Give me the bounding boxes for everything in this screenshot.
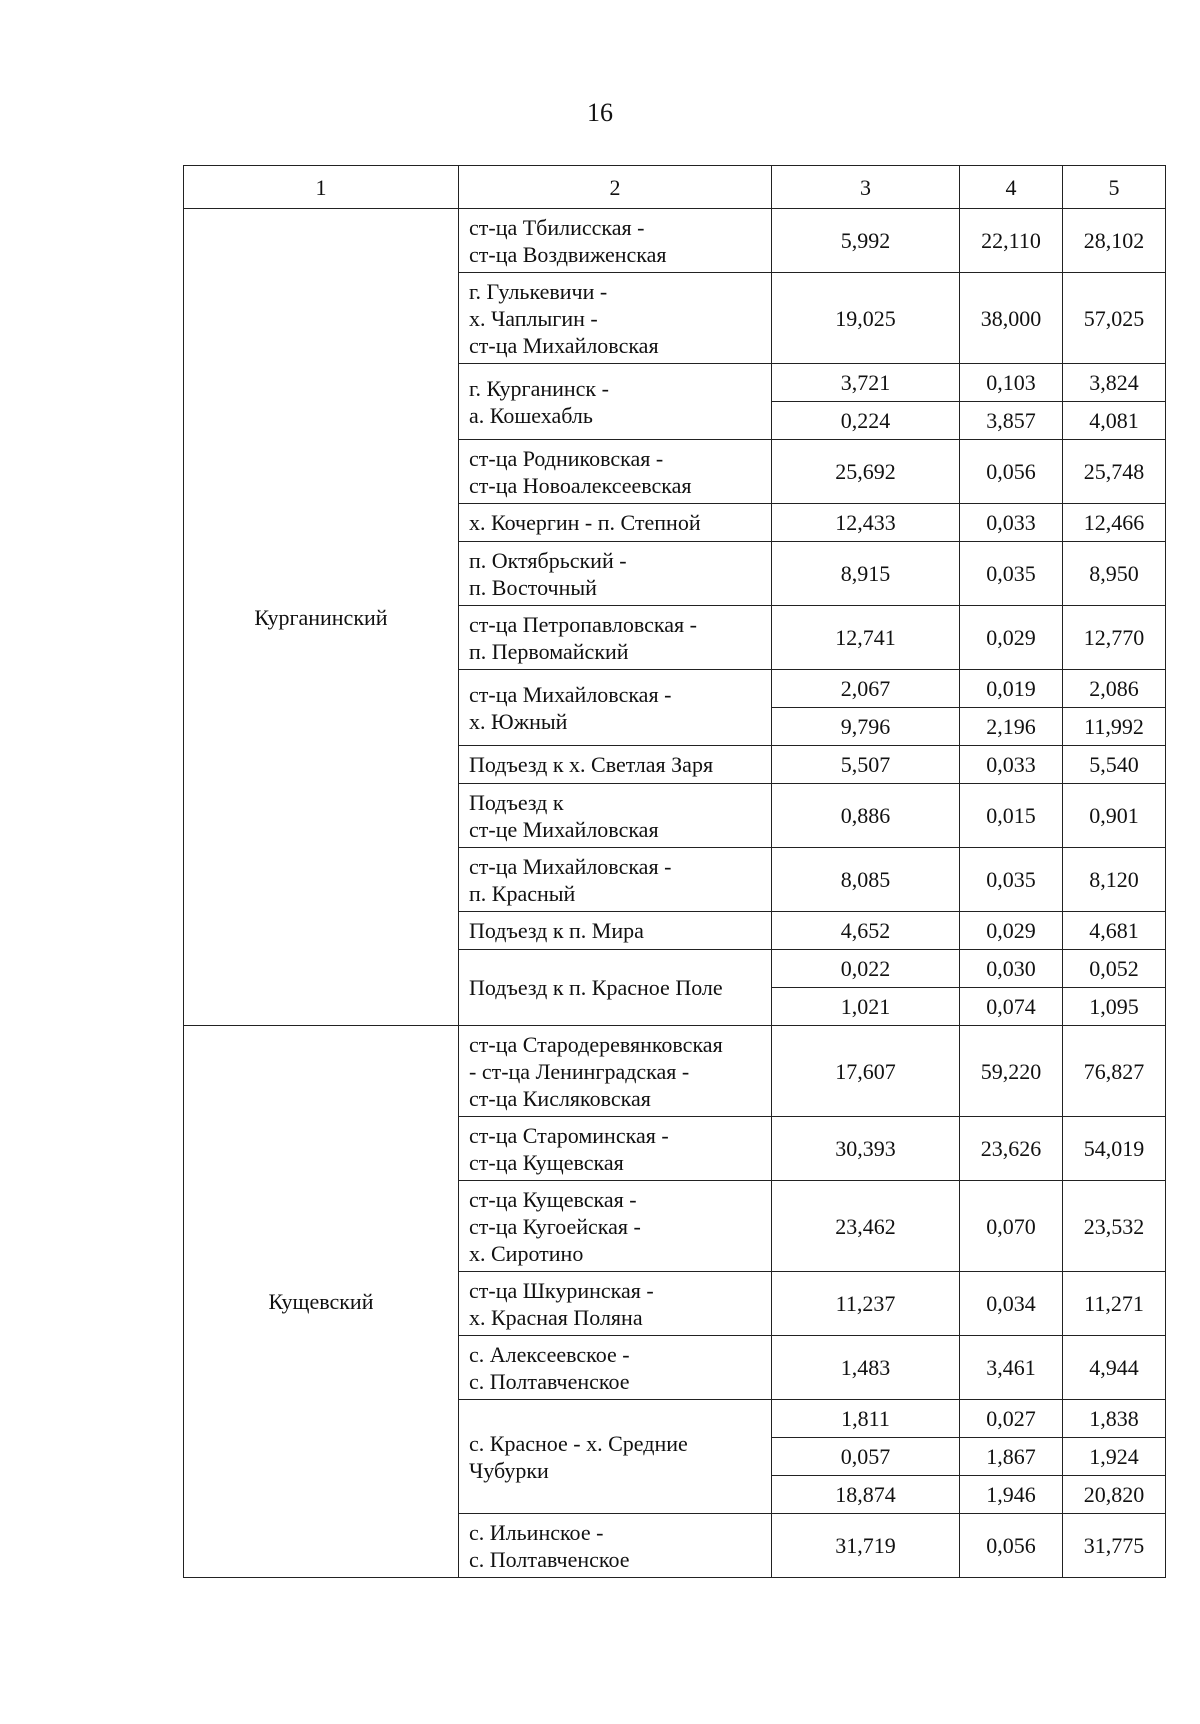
road-name-line: ст-ца Староминская - xyxy=(469,1122,669,1148)
value-cell: 54,019 xyxy=(1063,1117,1166,1181)
value-cell: 23,462 xyxy=(772,1181,960,1272)
value-cell: 2,196 xyxy=(960,708,1063,746)
value-cell: 1,867 xyxy=(960,1438,1063,1476)
value-cell: 0,056 xyxy=(960,440,1063,504)
value-cell: 22,110 xyxy=(960,209,1063,273)
value-cell: 4,681 xyxy=(1063,912,1166,950)
value-cell: 8,085 xyxy=(772,848,960,912)
road-name-line: Подъезд к х. Светлая Заря xyxy=(469,752,714,777)
value-cell: 0,035 xyxy=(960,848,1063,912)
road-name-line: Чубурки xyxy=(469,1457,549,1483)
value-cell: 0,029 xyxy=(960,606,1063,670)
road-name-line: ст-ца Михайловская xyxy=(469,332,659,358)
value-cell: 0,034 xyxy=(960,1272,1063,1336)
road-name-line: ст-ца Родниковская - xyxy=(469,445,664,471)
value-cell: 1,811 xyxy=(772,1400,960,1438)
value-cell: 1,021 xyxy=(772,988,960,1026)
value-cell: 0,033 xyxy=(960,504,1063,542)
value-cell: 12,433 xyxy=(772,504,960,542)
road-name-line: х. Кочергин - п. Степной xyxy=(469,510,701,535)
value-cell: 0,057 xyxy=(772,1438,960,1476)
value-cell: 3,824 xyxy=(1063,364,1166,402)
value-cell: 5,540 xyxy=(1063,746,1166,784)
value-cell: 31,719 xyxy=(772,1514,960,1578)
road-name-line: ст-ца Кущевская - xyxy=(469,1186,637,1212)
value-cell: 5,992 xyxy=(772,209,960,273)
road-name-cell xyxy=(459,1514,772,1578)
value-cell: 0,035 xyxy=(960,542,1063,606)
page-number: 16 xyxy=(587,98,613,127)
value-cell: 0,886 xyxy=(772,784,960,848)
road-name-cell xyxy=(459,364,772,440)
road-name-cell xyxy=(459,670,772,746)
value-cell: 31,775 xyxy=(1063,1514,1166,1578)
value-cell: 11,271 xyxy=(1063,1272,1166,1336)
value-cell: 38,000 xyxy=(960,273,1063,364)
road-name-line: ст-ца Петропавловская - xyxy=(469,611,697,637)
value-cell: 0,019 xyxy=(960,670,1063,708)
road-name-line: ст-ца Шкуринская - xyxy=(469,1277,654,1303)
value-cell: 0,030 xyxy=(960,950,1063,988)
road-name-cell xyxy=(459,950,772,1026)
road-name-cell xyxy=(459,440,772,504)
road-name-cell xyxy=(459,1272,772,1336)
road-name-line: ст-ца Кущевская xyxy=(469,1149,624,1175)
road-name-line: Подъезд к п. Мира xyxy=(469,918,644,943)
value-cell: 25,692 xyxy=(772,440,960,504)
roads-table xyxy=(183,165,1166,1578)
district-cell: Курганинский xyxy=(184,209,459,1026)
value-cell: 4,081 xyxy=(1063,402,1166,440)
road-name-line: г. Курганинск - xyxy=(469,375,609,401)
district-cell: Кущевский xyxy=(184,1026,459,1578)
value-cell: 20,820 xyxy=(1063,1476,1166,1514)
road-name-cell xyxy=(459,209,772,273)
table-row xyxy=(184,209,1166,273)
value-cell: 0,022 xyxy=(772,950,960,988)
road-name-line: ст-ца Стародеревянковская xyxy=(469,1031,723,1057)
value-cell: 9,796 xyxy=(772,708,960,746)
value-cell: 1,946 xyxy=(960,1476,1063,1514)
value-cell: 28,102 xyxy=(1063,209,1166,273)
road-name-line: ст-це Михайловская xyxy=(469,816,659,842)
road-name-line: х. Сиротино xyxy=(469,1240,584,1266)
table-row xyxy=(184,1026,1166,1117)
road-name-line: а. Кошехабль xyxy=(469,402,593,428)
value-cell: 1,483 xyxy=(772,1336,960,1400)
road-name-line: ст-ца Кисляковская xyxy=(469,1085,651,1111)
value-cell: 2,086 xyxy=(1063,670,1166,708)
value-cell: 11,237 xyxy=(772,1272,960,1336)
road-name-line: х. Южный xyxy=(469,708,568,734)
road-name-cell xyxy=(459,1400,772,1514)
value-cell: 0,224 xyxy=(772,402,960,440)
value-cell: 23,532 xyxy=(1063,1181,1166,1272)
value-cell: 8,950 xyxy=(1063,542,1166,606)
value-cell: 0,103 xyxy=(960,364,1063,402)
roads-table-body xyxy=(184,166,1166,1578)
value-cell: 30,393 xyxy=(772,1117,960,1181)
value-cell: 3,721 xyxy=(772,364,960,402)
road-name-cell xyxy=(459,1026,772,1117)
value-cell: 5,507 xyxy=(772,746,960,784)
road-name-cell xyxy=(459,504,772,542)
road-name-line: ст-ца Воздвиженская xyxy=(469,241,667,267)
value-cell: 11,992 xyxy=(1063,708,1166,746)
value-cell: 19,025 xyxy=(772,273,960,364)
value-cell: 3,461 xyxy=(960,1336,1063,1400)
road-name-line: с. Ильинское - xyxy=(469,1519,604,1545)
road-name-cell xyxy=(459,606,772,670)
value-cell: 4,944 xyxy=(1063,1336,1166,1400)
value-cell: 8,120 xyxy=(1063,848,1166,912)
road-name-line: - ст-ца Ленинградская - xyxy=(469,1058,690,1084)
road-name-line: п. Октябрьский - xyxy=(469,547,627,573)
road-name-cell xyxy=(459,912,772,950)
value-cell: 57,025 xyxy=(1063,273,1166,364)
value-cell: 3,857 xyxy=(960,402,1063,440)
road-name-line: ст-ца Новоалексеевская xyxy=(469,472,692,498)
value-cell: 0,074 xyxy=(960,988,1063,1026)
value-cell: 0,052 xyxy=(1063,950,1166,988)
road-name-line: Подъезд к xyxy=(469,789,564,815)
column-header: 3 xyxy=(772,166,960,209)
road-name-cell xyxy=(459,1336,772,1400)
column-header: 5 xyxy=(1063,166,1166,209)
value-cell: 8,915 xyxy=(772,542,960,606)
value-cell: 12,741 xyxy=(772,606,960,670)
value-cell: 18,874 xyxy=(772,1476,960,1514)
road-name-cell xyxy=(459,1117,772,1181)
value-cell: 0,070 xyxy=(960,1181,1063,1272)
road-name-line: ст-ца Кугоейская - xyxy=(469,1213,641,1239)
column-header: 4 xyxy=(960,166,1063,209)
value-cell: 0,015 xyxy=(960,784,1063,848)
road-name-line: Подъезд к п. Красное Поле xyxy=(469,975,723,1000)
road-name-cell xyxy=(459,273,772,364)
road-name-line: с. Красное - х. Средние xyxy=(469,1430,688,1456)
value-cell: 0,027 xyxy=(960,1400,1063,1438)
road-name-line: г. Гулькевичи - xyxy=(469,278,608,304)
column-header: 1 xyxy=(184,166,459,209)
value-cell: 1,924 xyxy=(1063,1438,1166,1476)
value-cell: 4,652 xyxy=(772,912,960,950)
road-name-line: п. Восточный xyxy=(469,574,597,600)
road-name-cell xyxy=(459,542,772,606)
road-name-cell xyxy=(459,784,772,848)
value-cell: 2,067 xyxy=(772,670,960,708)
road-name-line: п. Первомайский xyxy=(469,638,629,664)
road-name-line: х. Чаплыгин - xyxy=(469,305,598,331)
road-name-line: ст-ца Тбилисская - xyxy=(469,214,645,240)
value-cell: 0,029 xyxy=(960,912,1063,950)
value-cell: 25,748 xyxy=(1063,440,1166,504)
value-cell: 0,901 xyxy=(1063,784,1166,848)
road-name-line: ст-ца Михайловская - xyxy=(469,853,672,879)
value-cell: 12,770 xyxy=(1063,606,1166,670)
value-cell: 1,095 xyxy=(1063,988,1166,1026)
value-cell: 17,607 xyxy=(772,1026,960,1117)
road-name-line: х. Красная Поляна xyxy=(469,1304,643,1330)
road-name-cell xyxy=(459,848,772,912)
value-cell: 1,838 xyxy=(1063,1400,1166,1438)
value-cell: 12,466 xyxy=(1063,504,1166,542)
value-cell: 23,626 xyxy=(960,1117,1063,1181)
value-cell: 0,056 xyxy=(960,1514,1063,1578)
road-name-cell xyxy=(459,1181,772,1272)
value-cell: 59,220 xyxy=(960,1026,1063,1117)
road-name-line: ст-ца Михайловская - xyxy=(469,681,672,707)
road-name-line: с. Полтавченское xyxy=(469,1546,630,1572)
road-name-line: п. Красный xyxy=(469,880,576,906)
value-cell: 0,033 xyxy=(960,746,1063,784)
table-header-row xyxy=(184,166,1166,209)
road-name-line: с. Алексеевское - xyxy=(469,1341,630,1367)
column-header: 2 xyxy=(459,166,772,209)
value-cell: 76,827 xyxy=(1063,1026,1166,1117)
road-name-cell xyxy=(459,746,772,784)
road-name-line: с. Полтавченское xyxy=(469,1368,630,1394)
